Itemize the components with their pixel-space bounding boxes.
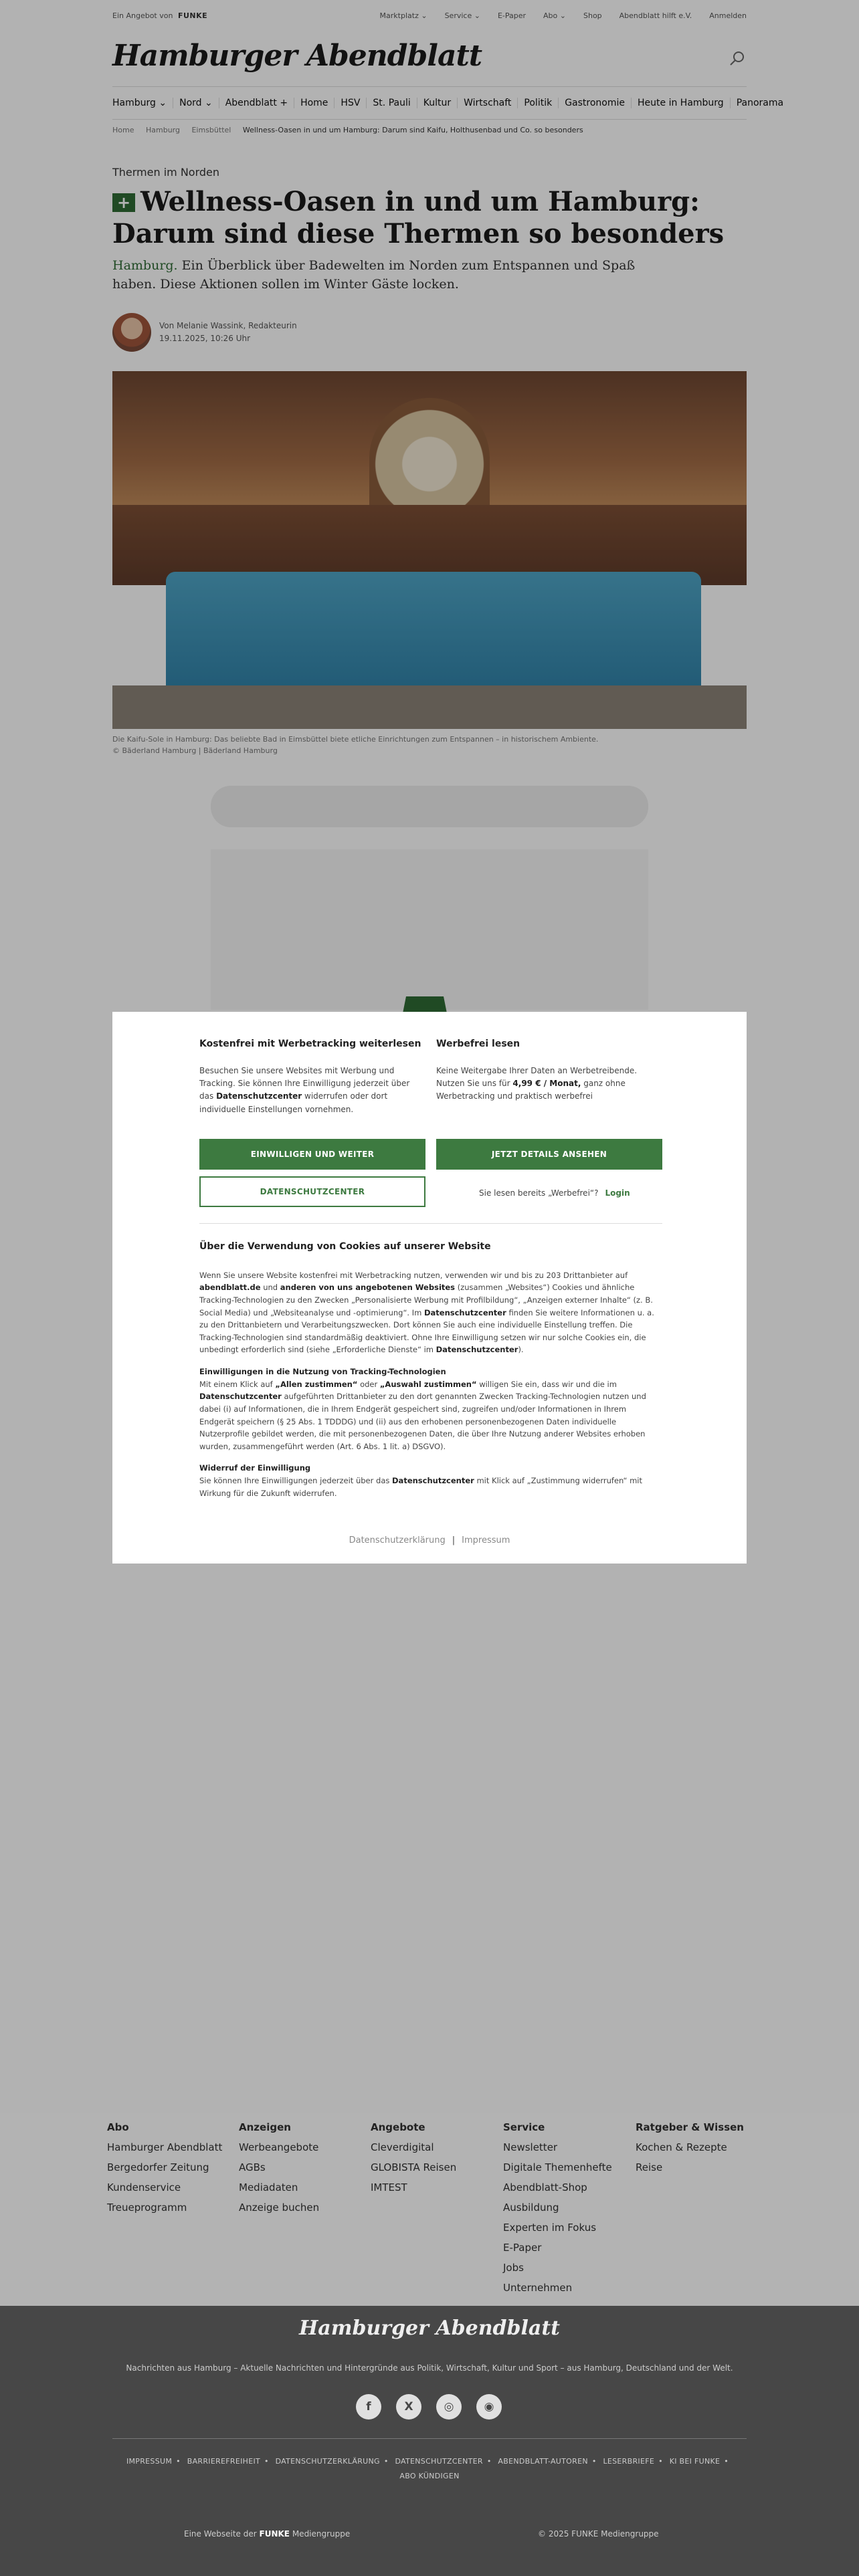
breadcrumb-current: Wellness-Oasen in und um Hamburg: Darum sind Kaifu, Holthusenbad und Co. so besonders: [242, 126, 583, 134]
site-link[interactable]: abendblatt.de: [199, 1283, 261, 1293]
nav-item-gastronomie[interactable]: Gastronomie: [559, 98, 632, 108]
adfree-details-button[interactable]: JETZT DETAILS ANSEHEN: [436, 1139, 662, 1170]
footer-link[interactable]: AGBs: [239, 2161, 266, 2173]
legal-link-datenschutzerklaerung[interactable]: DATENSCHUTZERKLÄRUNG: [275, 2457, 380, 2466]
login-link[interactable]: Anmelden: [709, 11, 747, 20]
cookie-info: [199, 1239, 662, 1509]
offer-prefix: Ein Angebot von: [112, 11, 173, 20]
top-link-abo[interactable]: Abo ⌄: [543, 11, 566, 20]
top-link-hilft[interactable]: Abendblatt hilft e.V.: [619, 11, 692, 20]
teaser-text: Ein Überblick über Badewelten im Norden zum Entspannen und Spaß haben. Diese Aktionen sollen im Winter Gäste locken.: [112, 258, 636, 292]
nav-item-hsv[interactable]: HSV: [335, 98, 367, 108]
rss-icon[interactable]: ◉: [476, 2394, 502, 2420]
headline-text: Wellness-Oasen in und um Hamburg: Darum sind diese Thermen so besonders: [112, 186, 725, 249]
imprint-link[interactable]: Impressum: [462, 1535, 510, 1545]
consent-footer: Datenschutzerklärung | Impressum: [349, 1535, 510, 1545]
nav-item-nord[interactable]: Nord ⌄: [173, 98, 219, 108]
funke-logo: FUNKE: [177, 11, 208, 20]
footer-link[interactable]: Hamburger Abendblatt: [107, 2141, 223, 2153]
option-adfree-title: Werbefrei lesen: [436, 1039, 520, 1049]
footer-publisher: Eine Webseite der FUNKE Mediengruppe: [184, 2529, 351, 2539]
top-link-epaper[interactable]: E-Paper: [497, 11, 527, 20]
footer-link[interactable]: Jobs: [503, 2262, 524, 2274]
tracking-consent-title: Einwilligungen in die Nutzung von Tracking-Technologien: [199, 1367, 446, 1377]
instagram-icon[interactable]: ◎: [436, 2394, 462, 2420]
footer-link[interactable]: Kundenservice: [107, 2181, 181, 2193]
breadcrumb-hamburg[interactable]: Hamburg: [145, 126, 180, 134]
datenschutzcenter-link[interactable]: Datenschutzcenter: [392, 1476, 474, 1486]
option-adfree-text: Keine Weitergabe Ihrer Daten an Werbetreibende. Nutzen Sie uns für 4,99 € / Monat, ganz ohne Werbetracking und praktisch werbefrei: [436, 1066, 638, 1101]
footer-link[interactable]: Cleverdigital: [371, 2141, 434, 2153]
top-link-shop[interactable]: Shop: [583, 11, 602, 20]
footer-link[interactable]: Unternehmen: [503, 2282, 573, 2294]
footer-link[interactable]: Anzeige buchen: [239, 2202, 320, 2214]
nav-item-heute-in-hamburg[interactable]: Heute in Hamburg: [632, 98, 731, 108]
footer-link[interactable]: Abendblatt-Shop: [503, 2181, 587, 2193]
legal-link-ki[interactable]: KI BEI FUNKE: [669, 2457, 721, 2466]
footer-col-title: Service: [503, 2121, 545, 2133]
datenschutzcenter-link[interactable]: Datenschutzcenter: [199, 1392, 282, 1402]
footer-col-title: Anzeigen: [239, 2121, 291, 2133]
footer-link[interactable]: IMTEST: [371, 2181, 407, 2193]
footer-link[interactable]: Ausbildung: [503, 2202, 559, 2214]
accept-button[interactable]: EINWILLIGEN UND WEITER: [199, 1139, 425, 1170]
nav-item-home[interactable]: Home: [294, 98, 335, 108]
teaser-location: Hamburg.: [112, 258, 178, 273]
top-link-marktplatz[interactable]: Marktplatz ⌄: [379, 11, 427, 20]
nav-item-wirtschaft[interactable]: Wirtschaft: [458, 98, 518, 108]
nav-item-abendblatt-plus[interactable]: Abendblatt +: [219, 98, 294, 108]
footer-tagline: Nachrichten aus Hamburg – Aktuelle Nachrichten und Hintergründe aus Politik, Wirtschaft, Kultur und Sport – aus Hamburg, Deutschland und der Welt.: [126, 2363, 733, 2373]
option-tracking-title: Kostenfrei mit Werbetracking weiterlesen: [199, 1039, 421, 1049]
footer-link[interactable]: Newsletter: [503, 2141, 558, 2153]
legal-link-abo-kuendigen[interactable]: ABO KÜNDIGEN: [399, 2472, 460, 2480]
nav-item-kultur[interactable]: Kultur: [417, 98, 458, 108]
footer-link[interactable]: E-Paper: [503, 2242, 542, 2254]
breadcrumb-home[interactable]: Home: [112, 126, 134, 134]
nav-item-st-pauli[interactable]: St. Pauli: [367, 98, 417, 108]
footer-col-angebote: [371, 2121, 491, 2197]
image-credit: © Bäderland Hamburg | Bäderland Hamburg: [112, 746, 278, 755]
already-subscribed: Sie lesen bereits „Werbefrei“? Login: [479, 1188, 630, 1198]
footer-col-abo: [107, 2121, 227, 2218]
legal-link-barrierefreiheit[interactable]: BARRIEREFREIHEIT: [187, 2457, 261, 2466]
legal-links: IMPRESSUM • BARRIEREFREIHEIT • DATENSCHUTZERKLÄRUNG • DATENSCHUTZCENTER • ABENDBLATT-AUTOREN • LESERBRIEFE • KI BEI FUNKE • ABO KÜNDIGEN: [126, 2457, 729, 2480]
other-websites-link[interactable]: anderen von uns angebotenen Websites: [280, 1283, 456, 1293]
consent-dialog: [112, 1012, 747, 1564]
footer-logo[interactable]: Hamburger Abendblatt: [298, 2317, 561, 2340]
site-logo[interactable]: Hamburger Abendblatt: [112, 39, 482, 73]
footer-link[interactable]: Treueprogramm: [107, 2202, 187, 2214]
social-links: [356, 2394, 502, 2420]
divider: [199, 1223, 662, 1224]
article-kicker: Thermen im Norden: [112, 166, 220, 179]
cookie-info-title: Über die Verwendung von Cookies auf unserer Website: [199, 1241, 491, 1252]
nav-item-panorama[interactable]: Panorama: [736, 98, 784, 108]
top-link-service[interactable]: Service ⌄: [444, 11, 480, 20]
footer-col-title: Abo: [107, 2121, 129, 2133]
footer-link[interactable]: Mediadaten: [239, 2181, 298, 2193]
login-link-modal[interactable]: Login: [605, 1188, 630, 1198]
adfree-price: 4,99 € / Monat,: [512, 1079, 581, 1089]
footer-links: [0, 2113, 859, 2306]
x-icon[interactable]: X: [396, 2394, 421, 2420]
consent-option-tracking: [199, 1039, 425, 1116]
datenschutzcenter-link[interactable]: Datenschutzcenter: [216, 1091, 302, 1101]
revoke-text: Sie können Ihre Einwilligungen jederzeit über das Datenschutzcenter mit Klick auf „Zustimmung widerrufen“ mit Wirkung für die Zukunft widerrufen.: [199, 1476, 643, 1498]
publish-date: 19.11.2025, 10:26 Uhr: [159, 334, 251, 344]
tracking-consent-text: Mit einem Klick auf „Allen zustimmen“ oder „Auswahl zustimmen“ willigen Sie ein, dass wir und die im Datenschutzcenter aufgeführten Drittanbieter zu den dort genannten Zwecken Tracking-Technologien nutzen und dabei (i) auf Informationen, die in Ihrem Endgerät gespeichert sind, zugreifen und/oder Informationen in Ihrem Endgerät speichern (§ 25 Abs. 1 TDDDG) und (ii) aus den erhobenen personenbezogenen Daten individuelle Nutzerprofile gebildet werden, die mit personenbezogenen Daten, die über Ihre Nutzung anderer Websites erhoben wurden, zusammengeführt werden (Art. 6 Abs. 1 lit. a) DSGVO).: [199, 1379, 646, 1451]
legal-link-autoren[interactable]: ABENDBLATT-AUTOREN: [498, 2457, 588, 2466]
consent-option-adfree: [436, 1039, 662, 1103]
datenschutzcenter-link[interactable]: Datenschutzcenter: [436, 1345, 518, 1355]
legal-link-leserbriefe[interactable]: LESERBRIEFE: [603, 2457, 655, 2466]
author-name[interactable]: Von Melanie Wassink, Redakteurin: [159, 321, 297, 330]
legal-link-datenschutzcenter[interactable]: DATENSCHUTZCENTER: [395, 2457, 483, 2466]
breadcrumb-eimsbuettel[interactable]: Eimsbüttel: [191, 126, 231, 134]
option-tracking-text: Besuchen Sie unsere Websites mit Werbung und Tracking. Sie können Ihre Einwilligung jederzeit über das Datenschutzcenter widerrufen oder dort individuelle Einstellungen vornehmen.: [199, 1066, 410, 1114]
nav-item-hamburg[interactable]: Hamburg ⌄: [112, 98, 173, 108]
datenschutzcenter-link[interactable]: Datenschutzcenter: [423, 1307, 506, 1317]
nav-item-politik[interactable]: Politik: [518, 98, 559, 108]
site-footer: [0, 2306, 859, 2576]
footer-link[interactable]: Reise: [636, 2161, 663, 2173]
facebook-icon[interactable]: f: [356, 2394, 381, 2420]
footer-col-title: Ratgeber & Wissen: [636, 2121, 744, 2133]
footer-link[interactable]: GLOBISTA Reisen: [371, 2161, 457, 2173]
footer-link[interactable]: Digitale Themenhefte: [503, 2161, 612, 2173]
footer-col-anzeigen: [239, 2121, 359, 2218]
footer-divider: [112, 2438, 747, 2439]
caption-text: Die Kaifu-Sole in Hamburg: Das beliebte Bad in Eimsbüttel biete etliche Einrichtungen zum Entspannen – in historischem Ambiente.: [112, 735, 599, 744]
footer-link[interactable]: Experten im Fokus: [503, 2222, 597, 2234]
privacy-center-button[interactable]: DATENSCHUTZCENTER: [199, 1176, 425, 1207]
footer-col-title: Angebote: [371, 2121, 425, 2133]
footer-col-ratgeber: [636, 2121, 756, 2177]
footer-link[interactable]: Werbeangebote: [239, 2141, 319, 2153]
footer-link[interactable]: Bergedorfer Zeitung: [107, 2161, 209, 2173]
footer-link[interactable]: Kochen & Rezepte: [636, 2141, 727, 2153]
revoke-title: Widerruf der Einwilligung: [199, 1463, 311, 1473]
footer-col-service: [503, 2121, 624, 2298]
funke-link[interactable]: FUNKE: [259, 2529, 290, 2539]
plus-badge: +: [112, 193, 135, 212]
legal-link-impressum[interactable]: IMPRESSUM: [126, 2457, 173, 2466]
privacy-policy-link[interactable]: Datenschutzerklärung: [349, 1535, 446, 1545]
cookie-info-text: Wenn Sie unsere Website kostenfrei mit Werbetracking nutzen, verwenden wir und bis zu 203 Drittanbieter auf abendblatt.de und anderen von uns angebotenen Websites (zusammen „Websites“) Cookies und ähnliche Tracking-Technologien zu den Zwecken „Personalisierte Werbung mit Profilbildung“, „Anzeigen externer Inhalte“ (z. B. Social Media) und „Websiteanalyse und -optimierung“. Im Datenschutzcenter finden Sie weitere Informationen u. a. zu den Drittanbietern und Verarbeitungszwecken. Dort können Sie auch eine individuelle Einstellung treffen. Die Tracking-Technologien sind standardmäßig deaktiviert. Ohne Ihre Einwilligung setzen wir nur solche Cookies ein, die unbedingt erforderlich sind (siehe „Erforderliche Dienste“ im Datenschutzcenter).: [199, 1270, 654, 1355]
footer-copyright: © 2025 FUNKE Mediengruppe: [538, 2529, 659, 2539]
